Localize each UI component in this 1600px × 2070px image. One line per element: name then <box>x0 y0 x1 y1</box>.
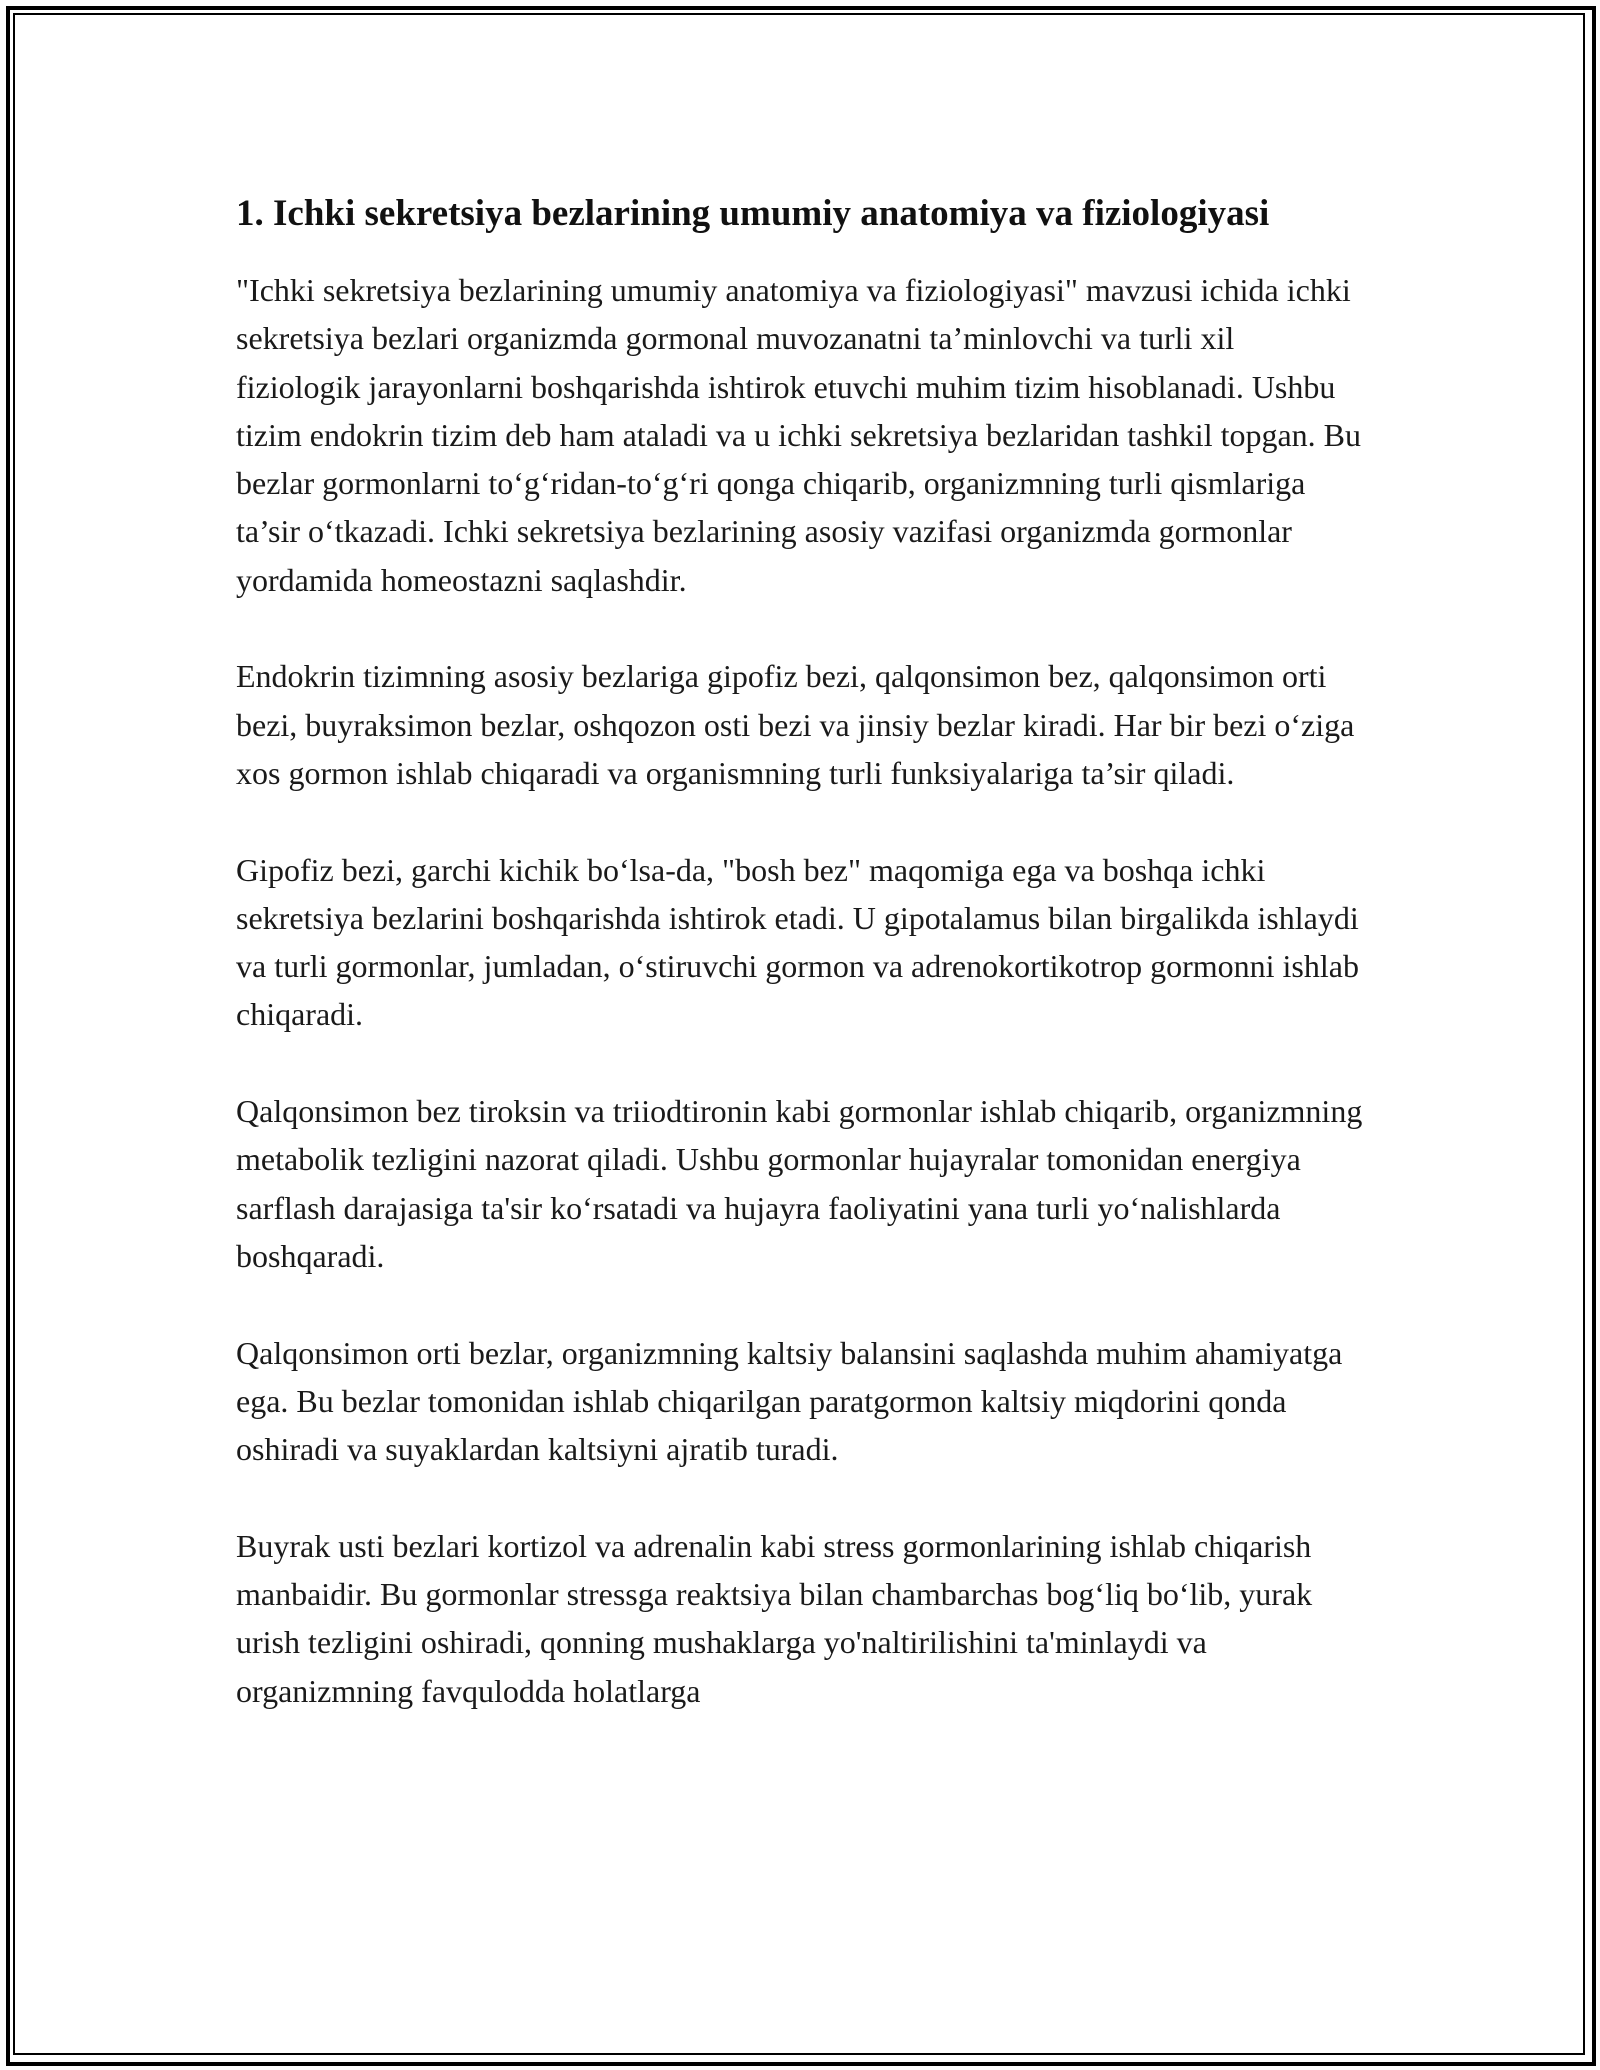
paragraph-thyroid: Qalqonsimon bez tiroksin va triiodtironin kabi gormonlar ishlab chiqarib, organizmning metabolik tezligini nazorat qiladi. Ushbu gormonlar hujayralar tomonidan energiya sarflash darajasiga ta'sir ko‘rsatadi va hujayra faoliyatini yana turli yo‘nalishlarda boshqaradi. <box>236 1093 1363 1274</box>
section-heading: 1. Ichki sekretsiya bezlarining umumiy anatomiya va fiziologiyasi <box>236 193 1270 234</box>
paragraph-adrenal: Buyrak usti bezlari kortizol va adrenalin kabi stress gormonlarining ishlab chiqarish manbaidir. Bu gormonlar stressga reaktsiya bilan chambarchas bog‘liq bo‘lib, yurak urish tezligini oshiradi, qonning mushaklarga yo'naltirilishini ta'minlaydi va organizmning favqulodda holatlarga <box>236 1527 1313 1709</box>
paragraph-parathyroid: Qalqonsimon orti bezlar, organizmning kaltsiy balansini saqlashda muhim ahamiyatga ega. Bu bezlar tomonidan ishlab chiqarilgan paratgormon kaltsiy miqdorini qonda oshiradi va suyaklardan kaltsiyni ajratib turadi. <box>236 1334 1343 1468</box>
paragraph-main-glands: Endokrin tizimning asosiy bezlariga gipofiz bezi, qalqonsimon bez, qalqonsimon orti bezi, buyraksimon bezlar, oshqozon osti bezi va jinsiy bezlar kiradi. Har bir bezi o‘ziga xos gormon ishlab chiqaradi va organismning turli funksiyalariga ta’sir qiladi. <box>236 658 1355 791</box>
paragraph-pituitary: Gipofiz bezi, garchi kichik bo‘lsa-da, "bosh bez" maqomiga ega va boshqa ichki sekretsiya bezlarini boshqarishda ishtirok etadi. U gipotalamus bilan birgalikda ishlaydi va turli gormonlar, jumladan, o‘stiruvchi gormon va adrenokortikotrop gormonni ishlab chiqaradi. <box>236 851 1359 1033</box>
paragraph-intro: "Ichki sekretsiya bezlarining umumiy anatomiya va fiziologiyasi" mavzusi ichida ichki sekretsiya bezlari organizmda gormonal muvozanatni ta’minlovchi va turli xil fiziologik jarayonlarni boshqarishda ishtirok etuvchi muhim tizim hisoblanadi. Ushbu tizim endokrin tizim deb ham ataladi va u ichki sekretsiya bezlaridan tashkil topgan. Bu bezlar gormonlarni to‘g‘ridan-to‘g‘ri qonga chiqarib, organizmning turli qismlariga ta’sir o‘tkazadi. Ichki sekretsiya bezlarining asosiy vazifasi organizmda gormonlar yordamida homeostazni saqlashdir. <box>236 272 1362 598</box>
document-body <box>236 186 1366 1763</box>
